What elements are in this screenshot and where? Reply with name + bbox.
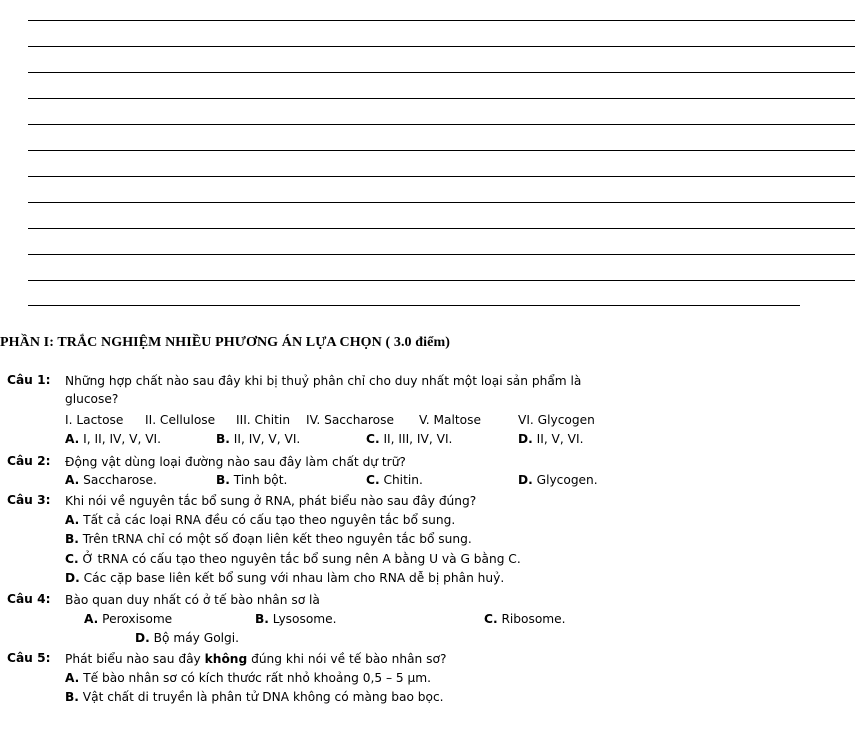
answer-line (28, 20, 855, 21)
option-b[interactable]: B. Trên tRNA chỉ có một số đoạn liên kết theo nguyên tắc bổ sung. (65, 532, 472, 546)
list-item: IV. Saccharose (306, 413, 394, 427)
option-b[interactable]: B. Vật chất di truyền là phân tử DNA không có màng bao bọc. (65, 690, 444, 704)
question-number: Câu 3: (7, 493, 51, 507)
option-a[interactable]: A. I, II, IV, V, VI. (65, 432, 162, 446)
list-item: III. Chitin (236, 413, 291, 427)
option-b[interactable]: B. Lysosome. (255, 612, 337, 626)
option-c[interactable]: C. Ribosome. (484, 612, 566, 626)
question-text: Khi nói về nguyên tắc bổ sung ở RNA, phát biểu nào sau đây đúng? (65, 494, 477, 508)
answer-line (28, 280, 855, 281)
option-b[interactable]: B. Tinh bột. (216, 473, 288, 487)
answer-line (28, 46, 855, 47)
option-a[interactable]: A. Tế bào nhân sơ có kích thước rất nhỏ khoảng 0,5 – 5 µm. (65, 671, 432, 685)
answer-line (28, 202, 855, 203)
option-b[interactable]: B. II, IV, V, VI. (216, 432, 301, 446)
answer-line (28, 98, 855, 99)
option-a[interactable]: A. Saccharose. (65, 473, 157, 487)
option-d[interactable]: D. Glycogen. (518, 473, 598, 487)
answer-line (28, 254, 855, 255)
option-c[interactable]: C. Ở tRNA có cấu tạo theo nguyên tắc bổ sung nên A bằng U và G bằng C. (65, 552, 521, 566)
option-a[interactable]: A. Peroxisome (84, 612, 173, 626)
option-d[interactable]: D. Các cặp base liên kết bổ sung với nhau làm cho RNA dễ bị phân huỷ. (65, 571, 505, 585)
option-c[interactable]: C. Chitin. (366, 473, 423, 487)
list-item: I. Lactose (65, 413, 124, 427)
section-heading: PHẦN I: TRẮC NGHIỆM NHIỀU PHƯƠNG ÁN LỰA CHỌN ( 3.0 điểm) (0, 335, 450, 350)
list-item: V. Maltose (419, 413, 481, 427)
question-text: Những hợp chất nào sau đây khi bị thuỷ phân chỉ cho duy nhất một loại sản phẩm là (65, 374, 582, 388)
option-a[interactable]: A. Tất cả các loại RNA đều có cấu tạo theo nguyên tắc bổ sung. (65, 513, 456, 527)
list-item: VI. Glycogen (518, 413, 595, 427)
option-d[interactable]: D. II, V, VI. (518, 432, 584, 446)
question-number: Câu 2: (7, 454, 51, 468)
option-c[interactable]: C. II, III, IV, VI. (366, 432, 453, 446)
list-item: II. Cellulose (145, 413, 216, 427)
question-number: Câu 1: (7, 373, 51, 387)
option-d[interactable]: D. Bộ máy Golgi. (135, 631, 240, 645)
answer-line (28, 150, 855, 151)
answer-line (28, 305, 800, 306)
question-number: Câu 4: (7, 592, 51, 606)
question-text: glucose? (65, 392, 119, 406)
answer-line (28, 72, 855, 73)
question-text: Bào quan duy nhất có ở tế bào nhân sơ là (65, 593, 320, 607)
question-text: Động vật dùng loại đường nào sau đây làm chất dự trữ? (65, 455, 406, 469)
answer-line (28, 176, 855, 177)
emphasis-not: không (204, 652, 248, 666)
answer-line (28, 228, 855, 229)
question-text: Phát biểu nào sau đây không đúng khi nói về tế bào nhân sơ? (65, 652, 447, 666)
question-number: Câu 5: (7, 651, 51, 665)
answer-line (28, 124, 855, 125)
